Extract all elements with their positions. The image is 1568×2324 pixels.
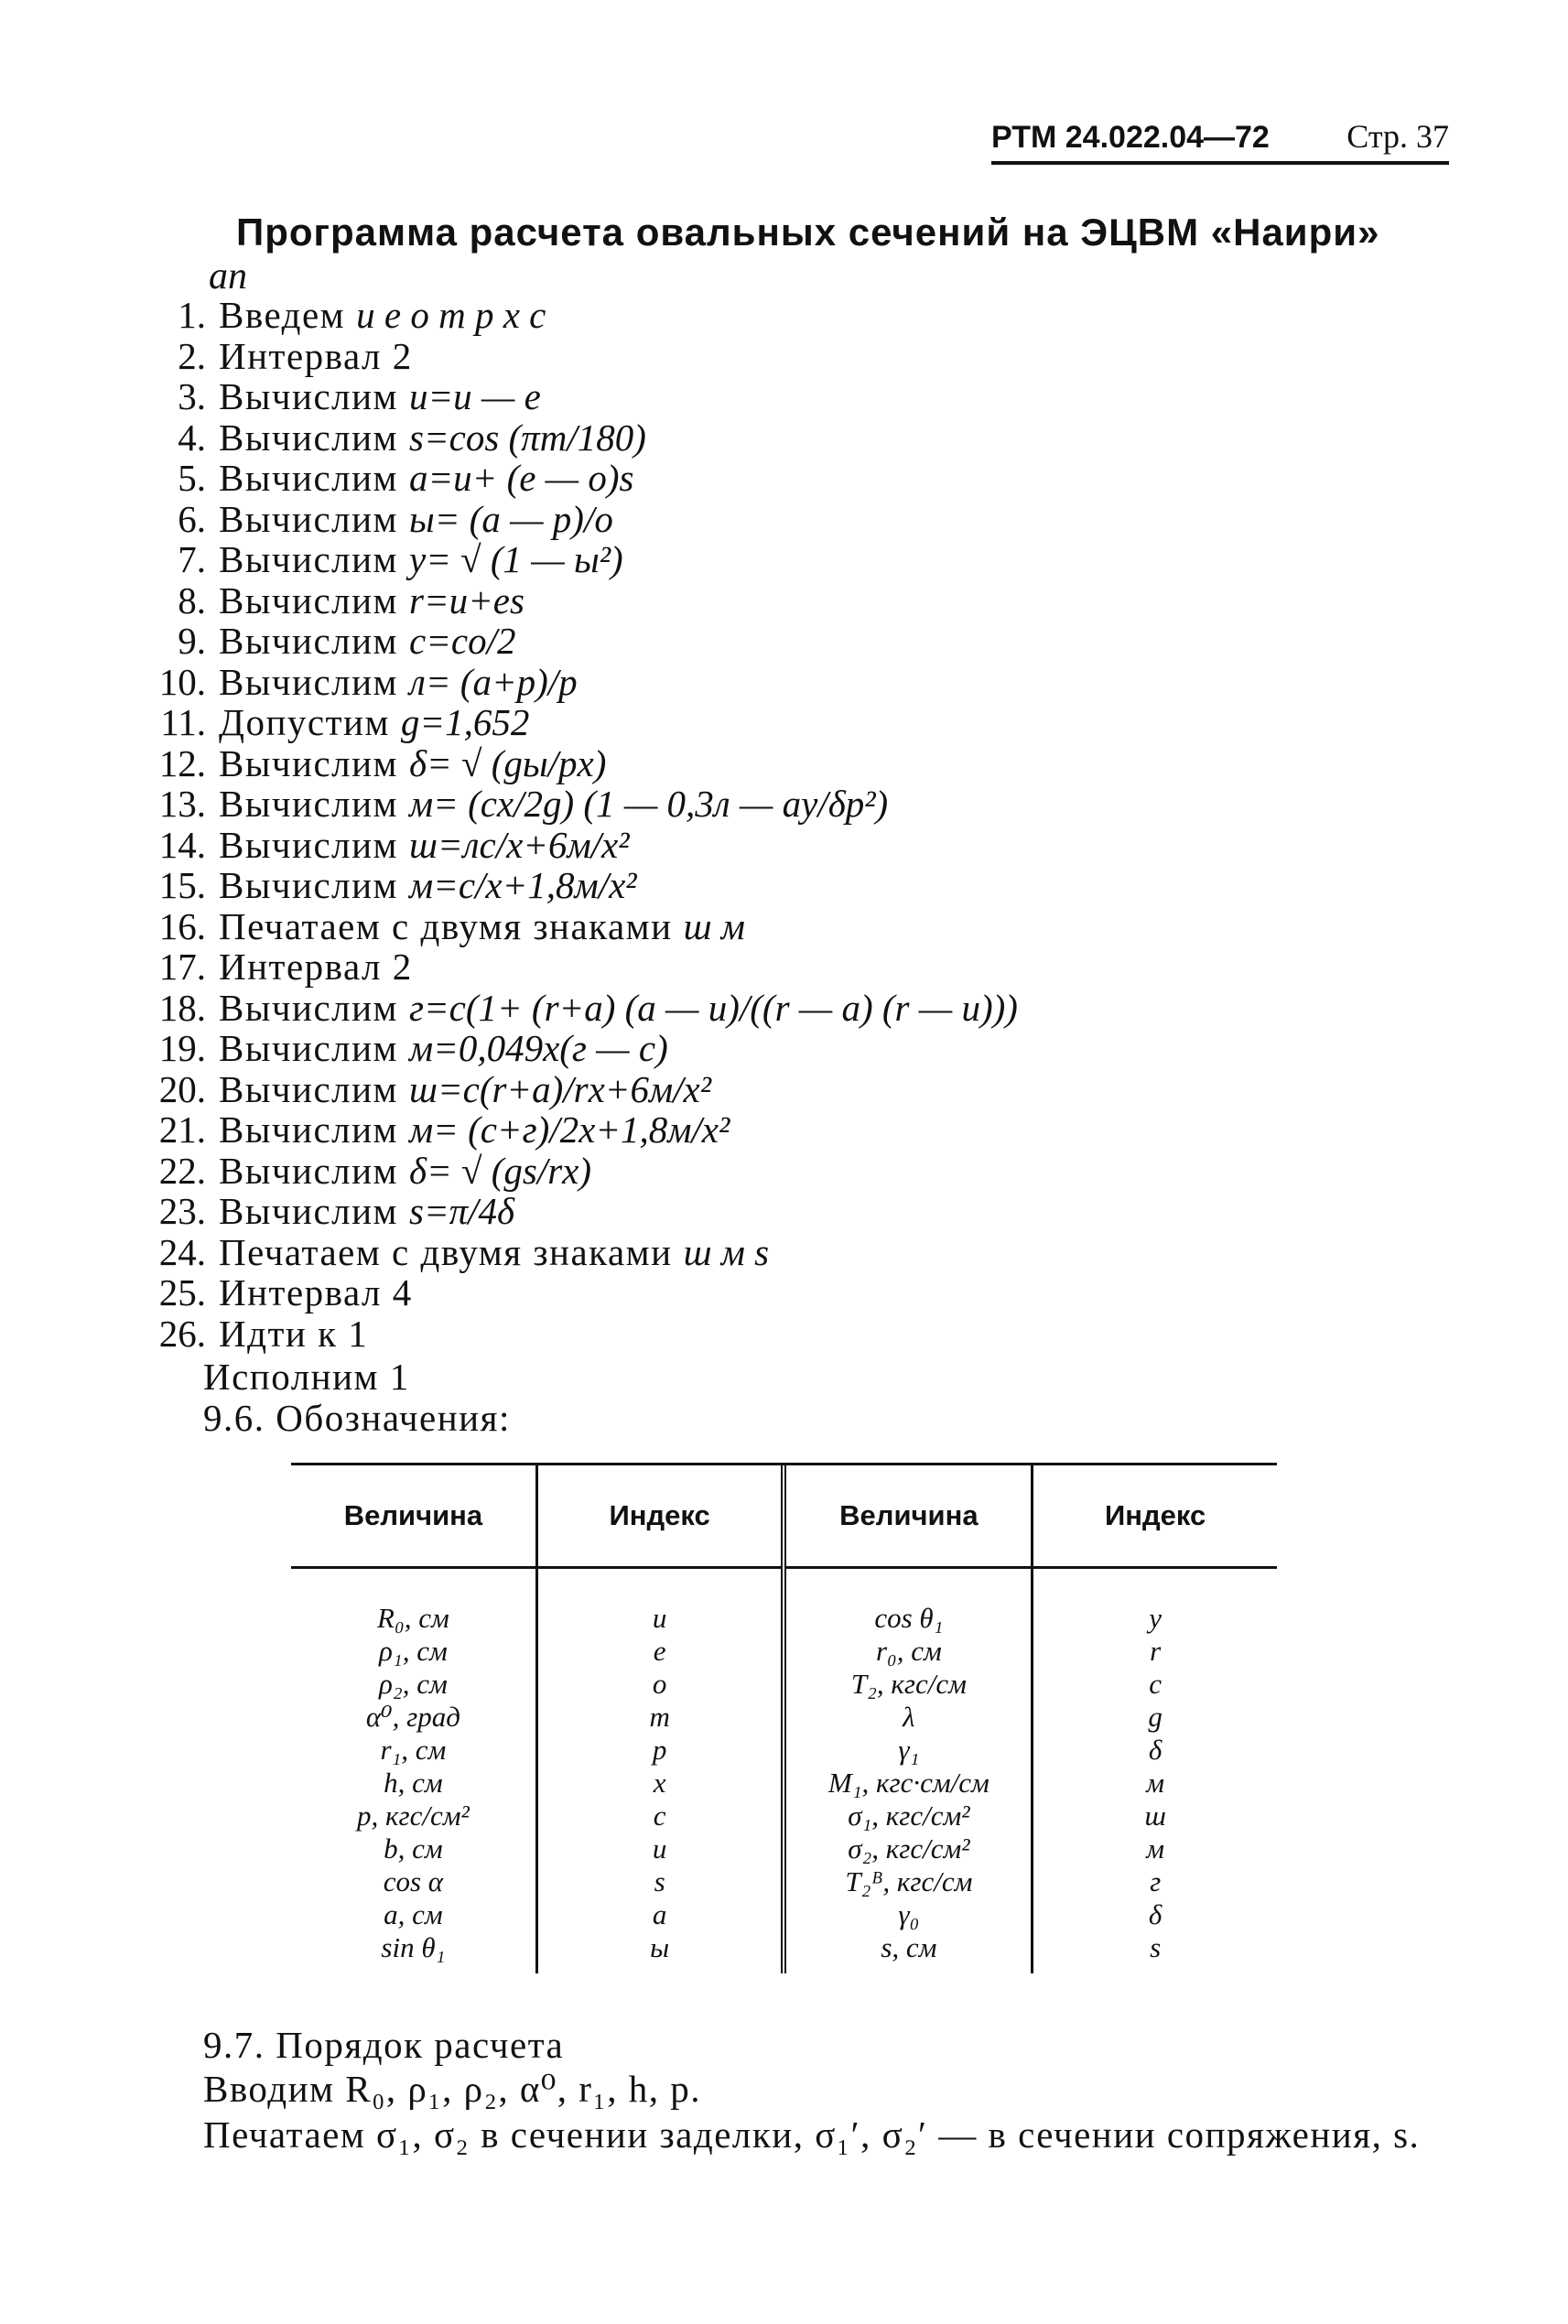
table-cell: ы (536, 1931, 784, 1973)
step-number: 25. (158, 1271, 206, 1313)
step-number: 22. (158, 1149, 206, 1192)
step-number: 19. (158, 1027, 206, 1069)
step-expression: л= (a+p)/p (409, 660, 578, 703)
table-row (291, 1931, 1277, 1973)
step-expression: и е о т р х с (356, 294, 546, 336)
step-command: Вычислим (219, 416, 398, 459)
list-item (137, 295, 1018, 336)
step-number: 9. (178, 620, 206, 662)
step-command: Печатаем с двумя знаками (219, 904, 673, 947)
list-item (137, 580, 1018, 622)
table-cell: cos θ₁ (784, 1568, 1032, 1636)
table-cell: г (1150, 1865, 1162, 1897)
input-line: Вводим R₀, ρ₁, ρ₂, α⁰, r₁, h, p. (203, 2068, 702, 2110)
step-command: Вычислим (219, 375, 398, 417)
step-expression: ш=лc/x+6м/x² (409, 823, 630, 866)
table-cell: a (536, 1898, 784, 1931)
step-number: 12. (158, 741, 206, 784)
column-header: Величина (784, 1465, 1032, 1568)
list-item (137, 865, 1018, 906)
table-row (291, 1865, 1277, 1898)
list-item (137, 539, 1018, 580)
table-cell: e (536, 1635, 784, 1668)
step-command: Вычислим (219, 741, 398, 784)
step-expression: м= (cx/2g) (1 — 0,3л — ay/δp²) (409, 783, 889, 825)
list-item (137, 458, 1018, 499)
list-item (137, 1069, 1018, 1110)
step-number: 2. (178, 334, 206, 377)
step-expression: г=c(1+ (r+a) (a — u)/((r — a) (r — u))) (409, 986, 1018, 1029)
table-cell: r₁, см (291, 1734, 536, 1767)
list-item (137, 336, 1018, 377)
list-item (137, 702, 1018, 743)
table-cell: λ (784, 1701, 1032, 1734)
table-cell: r (1150, 1635, 1162, 1667)
table-row (291, 1701, 1277, 1734)
table-cell: ρ₁, см (291, 1635, 536, 1668)
step-expression: ы= (a — p)/o (409, 497, 613, 540)
section-heading-order: 9.7. Порядок расчета (203, 2024, 565, 2066)
table-cell: c (1149, 1668, 1162, 1700)
table-cell: s, см (784, 1931, 1032, 1973)
table-row (291, 1767, 1277, 1800)
step-command: Вычислим (219, 578, 398, 622)
step-number: 8. (178, 578, 206, 622)
table-cell: σ₁, кгс/см² (784, 1800, 1032, 1832)
table-cell: o (536, 1668, 784, 1701)
step-command: Вычислим (219, 1149, 398, 1192)
step-expression: м= (c+г)/2x+1,8м/x² (409, 1108, 730, 1151)
table-cell: a, см (291, 1898, 536, 1931)
table-row (291, 1898, 1277, 1931)
table-cell: T₂ᴮ, кгс/см (784, 1865, 1032, 1898)
step-command: Вычислим (219, 538, 398, 580)
step-expression: u=u — e (409, 375, 541, 417)
list-item (137, 1151, 1018, 1192)
step-expression: м=c/x+1,8м/x² (409, 864, 637, 906)
list-item (137, 1313, 1018, 1355)
table-cell: T₂, кгс/см (784, 1668, 1032, 1701)
table-cell: m (536, 1701, 784, 1734)
table-header-row (291, 1465, 1277, 1568)
step-command: Печатаем с двумя знаками (219, 1230, 673, 1273)
step-command: Введем (219, 294, 346, 336)
table-row (291, 1734, 1277, 1767)
table-cell: γ₀ (784, 1898, 1032, 1931)
table-row (291, 1800, 1277, 1832)
list-item (137, 621, 1018, 662)
step-expression: δ= √ (gы/px) (409, 741, 607, 784)
list-item (137, 417, 1018, 459)
step-command: Интервал 2 (219, 334, 413, 377)
step-number: 16. (158, 904, 206, 947)
step-command: Интервал 2 (219, 946, 413, 988)
table-cell: M₁, кгс·см/см (784, 1767, 1032, 1800)
step-command: Вычислим (219, 864, 398, 906)
list-item (137, 743, 1018, 784)
step-expression: a=u+ (e — o)s (409, 457, 634, 499)
list-item (137, 1028, 1018, 1069)
list-item (137, 784, 1018, 825)
list-item (137, 906, 1018, 947)
table-row (291, 1568, 1277, 1636)
notation-table (291, 1463, 1277, 1973)
list-item (137, 499, 1018, 540)
program-head: ап (209, 255, 247, 297)
table-cell: R₀, см (291, 1568, 536, 1636)
table-cell: ш (1144, 1800, 1166, 1832)
step-expression: c=co/2 (409, 620, 516, 662)
step-command: Вычислим (219, 457, 398, 499)
step-expression: м=0,049x(г — c) (409, 1027, 668, 1069)
table-cell: м (1146, 1832, 1165, 1865)
list-item (137, 1232, 1018, 1273)
step-number: 4. (178, 416, 206, 459)
step-command: Вычислим (219, 823, 398, 866)
step-number: 15. (158, 864, 206, 906)
table-cell: p, кгс/см² (291, 1800, 536, 1832)
step-command: Вычислим (219, 1067, 398, 1110)
step-command: Вычислим (219, 1108, 398, 1151)
page-title: Программа расчета овальных сечений на ЭЦВМ «Наири» (236, 211, 1380, 254)
table-cell: x (536, 1767, 784, 1800)
step-number: 5. (178, 457, 206, 499)
column-header: Величина (291, 1465, 536, 1568)
table-row (291, 1635, 1277, 1668)
step-number: 7. (178, 538, 206, 580)
table-cell: y (1149, 1602, 1162, 1634)
table-cell: σ₂, кгс/см² (784, 1832, 1032, 1865)
page-number: Стр. 37 (1346, 118, 1449, 155)
step-number: 6. (178, 497, 206, 540)
print-line: Печатаем σ₁, σ₂ в сечении заделки, σ₁′, σ₂′ — в сечении сопряжения, s. (203, 2113, 1421, 2156)
list-item (137, 825, 1018, 866)
table-row (291, 1668, 1277, 1701)
step-expression: δ= √ (gs/rx) (409, 1149, 592, 1192)
table-cell: p (536, 1734, 784, 1767)
step-expression: ш=c(r+a)/rx+6м/x² (409, 1067, 712, 1110)
step-command: Допустим (219, 701, 390, 743)
step-expression: s=cos (πm/180) (409, 416, 646, 459)
step-expression: r=u+es (409, 578, 524, 622)
step-number: 17. (158, 946, 206, 988)
step-expression: y= √ (1 — ы²) (409, 538, 623, 580)
step-number: 26. (158, 1312, 206, 1355)
list-item (137, 1272, 1018, 1313)
list-item (137, 946, 1018, 988)
table-row (291, 1832, 1277, 1865)
table-cell: c (536, 1800, 784, 1832)
list-item (137, 988, 1018, 1029)
table-cell: γ₁ (784, 1734, 1032, 1767)
table-cell: ρ₂, см (291, 1668, 536, 1701)
page-header (991, 117, 1449, 165)
table-cell: s (536, 1865, 784, 1898)
table-cell: r₀, см (784, 1635, 1032, 1668)
table-cell: cos α (291, 1865, 536, 1898)
step-number: 1. (178, 294, 206, 336)
step-number: 10. (158, 660, 206, 703)
step-number: 11. (160, 701, 206, 743)
step-expression: s=π/4δ (409, 1190, 515, 1232)
step-expression: ш м s (683, 1230, 770, 1273)
table-cell: м (1146, 1767, 1165, 1799)
step-command: Вычислим (219, 620, 398, 662)
step-number: 13. (158, 783, 206, 825)
column-header: Индекс (1033, 1465, 1277, 1568)
step-number: 24. (158, 1230, 206, 1273)
table-cell: δ (1148, 1734, 1162, 1766)
table-cell: sin θ₁ (291, 1931, 536, 1973)
table-cell: b, см (291, 1832, 536, 1865)
column-header: Индекс (536, 1465, 784, 1568)
step-command: Вычислим (219, 660, 398, 703)
program-steps (137, 295, 1018, 1354)
step-number: 14. (158, 823, 206, 866)
step-command: Интервал 4 (219, 1271, 413, 1313)
table-cell: s (1150, 1931, 1162, 1963)
step-command: Вычислим (219, 1190, 398, 1232)
execute-line: Исполним 1 (203, 1356, 410, 1398)
table-cell: g (1148, 1701, 1162, 1733)
step-expression: ш м (683, 904, 745, 947)
table-cell: δ (1148, 1898, 1162, 1930)
step-command: Вычислим (219, 783, 398, 825)
step-command: Вычислим (219, 986, 398, 1029)
step-command: Вычислим (219, 497, 398, 540)
step-command: Вычислим (219, 1027, 398, 1069)
table-cell: h, см (291, 1767, 536, 1800)
list-item (137, 1191, 1018, 1232)
list-item (137, 662, 1018, 703)
table-cell: u (536, 1568, 784, 1636)
list-item (137, 1109, 1018, 1151)
step-number: 3. (178, 375, 206, 417)
step-command: Идти к 1 (219, 1312, 369, 1355)
section-heading-notation: 9.6. Обозначения: (203, 1397, 511, 1439)
step-number: 23. (158, 1190, 206, 1232)
table-cell: u (536, 1832, 784, 1865)
document-code: РТМ 24.022.04—72 (991, 120, 1270, 155)
list-item (137, 376, 1018, 417)
table-cell: α⁰, град (291, 1701, 536, 1734)
step-number: 18. (158, 986, 206, 1029)
step-number: 20. (158, 1067, 206, 1110)
step-number: 21. (158, 1108, 206, 1151)
step-expression: g=1,652 (400, 701, 530, 743)
